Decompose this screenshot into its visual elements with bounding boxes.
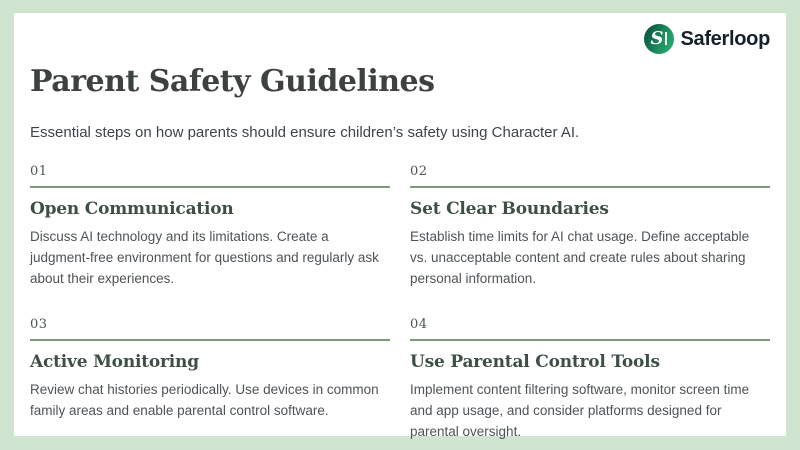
section-heading: Set Clear Boundaries bbox=[410, 199, 609, 219]
brand-name: Saferloop bbox=[680, 27, 770, 50]
section-heading: Active Monitoring bbox=[30, 352, 199, 372]
logo-letter: S bbox=[650, 28, 664, 49]
guideline-section-3 bbox=[30, 317, 390, 442]
page-subtitle: Essential steps on how parents should ensure children’s safety using Character AI. bbox=[30, 124, 580, 141]
page-title: Parent Safety Guidelines bbox=[30, 64, 435, 99]
section-divider bbox=[410, 339, 770, 341]
section-number: 02 bbox=[410, 164, 428, 179]
section-number: 03 bbox=[30, 317, 48, 332]
guidelines-card bbox=[14, 13, 786, 439]
section-divider bbox=[410, 186, 770, 188]
section-heading: Open Communication bbox=[30, 199, 234, 219]
section-body: Review chat histories periodically. Use devices in common family areas and enable parental control software. bbox=[30, 382, 379, 418]
guidelines-grid bbox=[30, 164, 770, 442]
section-body: Implement content filtering software, monitor screen time and app usage, and consider platforms designed for parental oversight. bbox=[410, 382, 750, 439]
logo-row bbox=[30, 24, 770, 54]
section-body: Discuss AI technology and its limitations. Create a judgment-free environment for questions and regularly ask about their experiences. bbox=[30, 229, 379, 286]
section-divider bbox=[30, 339, 390, 341]
saferloop-logo bbox=[644, 24, 770, 54]
logo-bar bbox=[665, 32, 667, 45]
saferloop-logo-icon bbox=[644, 24, 674, 54]
guideline-section-1 bbox=[30, 164, 390, 289]
section-heading: Use Parental Control Tools bbox=[410, 352, 660, 372]
guideline-section-4 bbox=[410, 317, 770, 442]
section-divider bbox=[30, 186, 390, 188]
section-body: Establish time limits for AI chat usage. Define acceptable vs. unacceptable content and create rules about sharing personal information. bbox=[410, 229, 750, 286]
guideline-section-2 bbox=[410, 164, 770, 289]
section-number: 01 bbox=[30, 164, 48, 179]
section-number: 04 bbox=[410, 317, 428, 332]
